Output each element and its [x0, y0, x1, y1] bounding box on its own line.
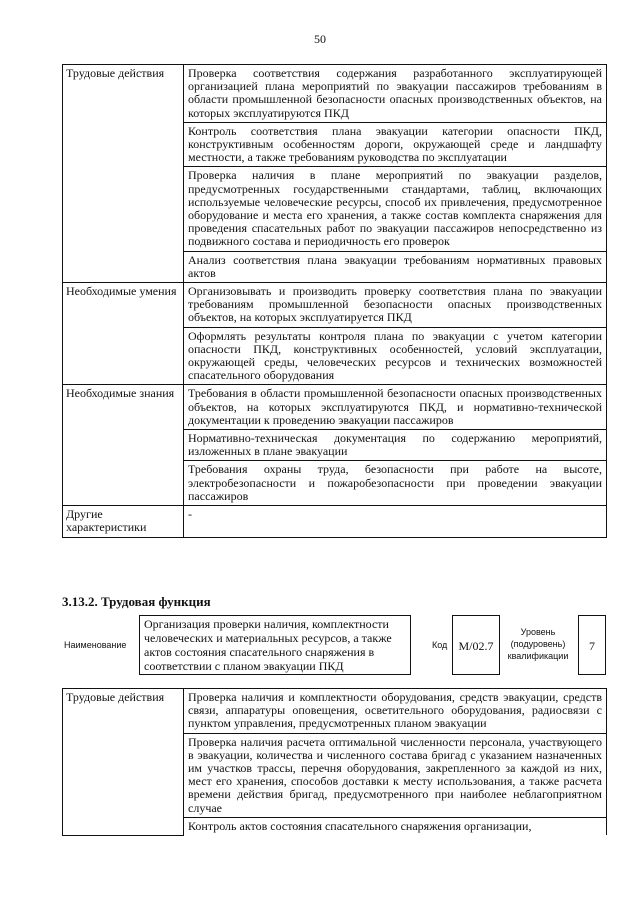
row-label-labor-actions: Трудовые действия: [63, 65, 184, 283]
table-cell: Проверка наличия расчета оптимальной численности персонала, участвующего в эвакуации, количества и численного состава бригад с указанием назначенных им участков трассы, перечня оборудования, закрепленного за каждой из них, мест его хранения, способов доставки к месту использования, а также расчета времени действия бригад, предусмотренного при наиболее неблагоприятном случае: [184, 733, 607, 817]
table-cell: Проверка соответствия содержания разработанного эксплуатирующей организацией плана мероприятий по эвакуации пассажиров требованиям в области промышленной безопасности опасных производственных объектов, на которых эксплуатируются ПКД: [184, 65, 607, 123]
table-row: [63, 506, 607, 537]
row-label-required-knowledge: Необходимые знания: [63, 385, 184, 506]
table-cell: Проверка наличия в плане мероприятий по эвакуации разделов, предусмотренных государственными стандартами, таблиц, включающих используемые человеческие ресурсы, способ их привлечения, предусмотренное оборудование и места его хранения, а также состав комплекта снаряжения для проведения спасательных работ по эвакуации пассажиров непосредственно из подвижного состава и периодичность его проверок: [184, 167, 607, 251]
table-cell: Организовывать и производить проверку соответствия плана по эвакуации требованиям промышленной безопасности опасных производственных объектов, на которых эксплуатируется ПКД: [184, 283, 607, 328]
table-cell: -: [184, 506, 607, 537]
table-cell: Требования в области промышленной безопасности опасных производственных объектов, на которых эксплуатируются ПКД, и нормативно-технической документации к проведению эвакуации пассажиров: [184, 385, 607, 430]
qualification-level-label: Уровень (подуровень) квалификации: [507, 627, 569, 661]
table-row: [63, 689, 607, 734]
table-cell: Оформлять результаты контроля плана по эвакуации с учетом категории опасности ПКД, конструктивных особенностей, условий эксплуатации, окружающей среды, человеческих ресурсов и технических возможностей спасательного оборудования: [184, 327, 607, 385]
code-label: Код: [432, 640, 448, 650]
table-cell: Контроль соответствия плана эвакуации категории опасности ПКД, конструктивным особенностям дороги, окружающей среде и ландшафту местности, а также требованиям руководства по эксплуатации: [184, 122, 607, 167]
table-cell: Проверка наличия и комплектности оборудования, средств эвакуации, средств связи, аппаратуры оповещения, осветительного оборудования, радиосвязи с пунктом управления, предусмотренных планом эвакуации: [184, 689, 607, 734]
function-code-box: M/02.7: [452, 615, 500, 675]
section-title: 3.13.2. Трудовая функция: [62, 594, 211, 609]
qualification-level-box: 7: [578, 615, 606, 675]
function-actions-table: [62, 688, 607, 836]
function-name-box: Организация проверки наличия, комплектности человеческих и материальных ресурсов, а также актов состояния спасательного снаряжения в соответствии с планом эвакуации ПКД: [139, 615, 411, 675]
table-row: [63, 385, 607, 430]
row-label-labor-actions: Трудовые действия: [63, 689, 184, 836]
table-cell: Контроль актов состояния спасательного снаряжения организации,: [184, 817, 607, 835]
table-row: [63, 283, 607, 328]
table-cell: Анализ соответствия плана эвакуации требованиям нормативных правовых актов: [184, 251, 607, 282]
row-label-required-skills: Необходимые умения: [63, 283, 184, 385]
table-cell: Требования охраны труда, безопасности при работе на высоте, электробезопасности и пожаробезопасности при проведении эвакуации пассажиров: [184, 461, 607, 506]
table-cell: Нормативно-техническая документация по содержанию мероприятий, изложенных в плане эвакуации: [184, 430, 607, 461]
page-number: 50: [314, 32, 326, 46]
name-label: Наименование: [64, 640, 127, 650]
table-row: [63, 65, 607, 123]
work-actions-table: [62, 64, 607, 538]
row-label-other-characteristics: Другие характеристики: [63, 506, 184, 537]
